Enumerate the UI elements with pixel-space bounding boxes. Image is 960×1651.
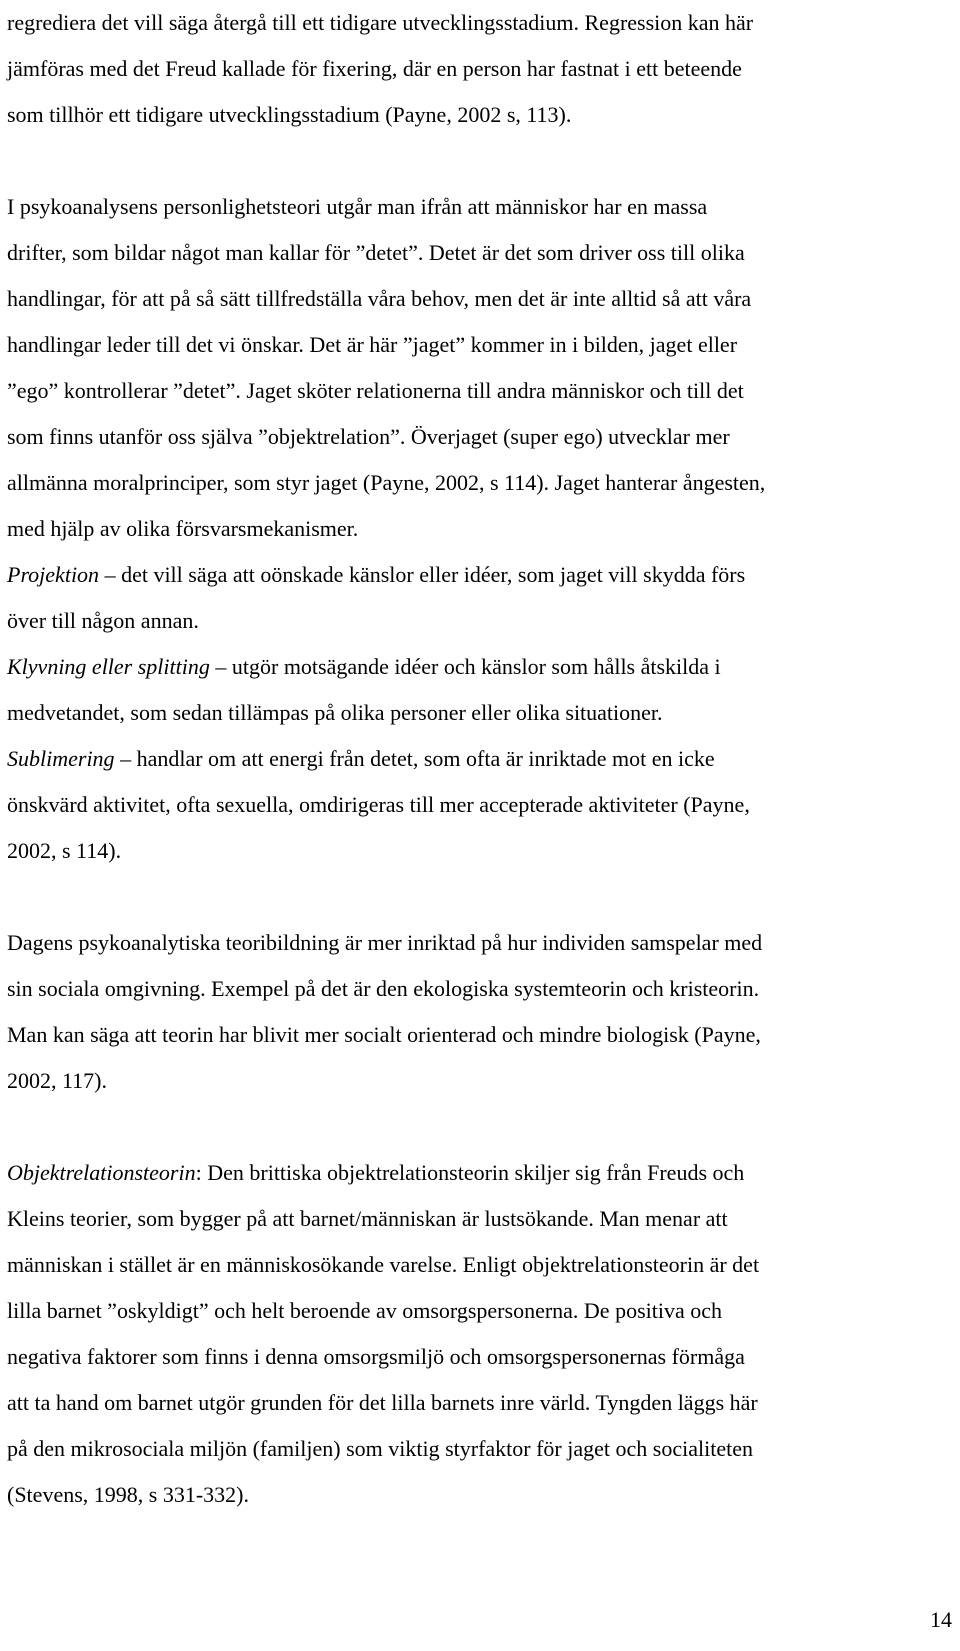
definition-text: – det vill säga att oönskade känslor eller idéer, som jaget vill skydda förs xyxy=(99,562,746,587)
text-line: önskvärd aktivitet, ofta sexuella, omdirigeras till mer accepterade aktiviteter (Payne, xyxy=(7,792,750,817)
paragraph-object-relations xyxy=(7,1150,937,1518)
paragraph-gap xyxy=(7,138,937,184)
definition-text: : Den brittiska objektrelationsteorin skiljer sig från Freuds och xyxy=(195,1160,745,1185)
term-klyvning: Klyvning eller splitting xyxy=(7,654,210,679)
text-line: med hjälp av olika försvarsmekanismer. xyxy=(7,516,359,541)
text-line: sin sociala omgivning. Exempel på det är den ekologiska systemteorin och kristeorin. xyxy=(7,976,760,1001)
text-line: ”ego” kontrollerar ”detet”. Jaget sköter relationerna till andra människor och till det xyxy=(7,378,744,403)
text-line: Man kan säga att teorin har blivit mer socialt orienterad och mindre biologisk (Payne, xyxy=(7,1022,761,1047)
text-line: regrediera det vill säga återgå till ett tidigare utvecklingsstadium. Regression kan här xyxy=(7,10,754,35)
document-page xyxy=(7,0,937,1518)
text-line: medvetandet, som sedan tillämpas på olika personer eller olika situationer. xyxy=(7,700,663,725)
definition-text: – utgör motsägande idéer och känslor som hålls åtskilda i xyxy=(209,654,721,679)
text-line xyxy=(7,736,937,782)
term-objektrelationsteorin: Objektrelationsteorin xyxy=(7,1160,196,1185)
text-line: 2002, 117). xyxy=(7,1068,108,1093)
text-line xyxy=(7,644,937,690)
paragraph-regression xyxy=(7,0,937,138)
text-line: Kleins teorier, som bygger på att barnet/människan är lustsökande. Man menar att xyxy=(7,1206,728,1231)
text-line: lilla barnet ”oskyldigt” och helt beroende av omsorgspersonerna. De positiva och xyxy=(7,1298,722,1323)
text-line: Dagens psykoanalytiska teoribildning är mer inriktad på hur individen samspelar med xyxy=(7,930,763,955)
text-line: som tillhör ett tidigare utvecklingsstadium (Payne, 2002 s, 113). xyxy=(7,102,572,127)
text-line: drifter, som bildar något man kallar för ”detet”. Detet är det som driver oss till olika xyxy=(7,240,745,265)
text-line: handlingar leder till det vi önskar. Det är här ”jaget” kommer in i bilden, jaget eller xyxy=(7,332,738,357)
text-line: handlingar, för att på så sätt tillfredställa våra behov, men det är inte alltid så att våra xyxy=(7,286,752,311)
text-line: på den mikrosociala miljön (familjen) som viktig styrfaktor för jaget och socialiteten xyxy=(7,1436,753,1461)
paragraph-personality-theory xyxy=(7,184,937,874)
term-projektion: Projektion xyxy=(7,562,100,587)
text-line xyxy=(7,552,937,598)
text-line: jämföras med det Freud kallade för fixering, där en person har fastnat i ett beteende xyxy=(7,56,742,81)
text-line: att ta hand om barnet utgör grunden för det lilla barnets inre värld. Tyngden läggs här xyxy=(7,1390,758,1415)
text-line: som finns utanför oss själva ”objektrelation”. Överjaget (super ego) utvecklar mer xyxy=(7,424,730,449)
paragraph-gap xyxy=(7,1104,937,1150)
text-line: människan i stället är en människosökande varelse. Enligt objektrelationsteorin är det xyxy=(7,1252,760,1277)
definition-text: – handlar om att energi från detet, som ofta är inriktade mot en icke xyxy=(114,746,715,771)
text-line: I psykoanalysens personlighetsteori utgår man ifrån att människor har en massa xyxy=(7,194,708,219)
text-line: allmänna moralprinciper, som styr jaget (Payne, 2002, s 114). Jaget hanterar ångesten, xyxy=(7,470,766,495)
term-sublimering: Sublimering xyxy=(7,746,115,771)
text-line: 2002, s 114). xyxy=(7,838,122,863)
paragraph-gap xyxy=(7,874,937,920)
text-line: (Stevens, 1998, s 331-332). xyxy=(7,1482,249,1507)
text-line xyxy=(7,1150,937,1196)
paragraph-modern-theory xyxy=(7,920,937,1104)
text-line: negativa faktorer som finns i denna omsorgsmiljö och omsorgspersonernas förmåga xyxy=(7,1344,745,1369)
text-line: över till någon annan. xyxy=(7,608,199,633)
page-number: 14 xyxy=(930,1607,952,1632)
